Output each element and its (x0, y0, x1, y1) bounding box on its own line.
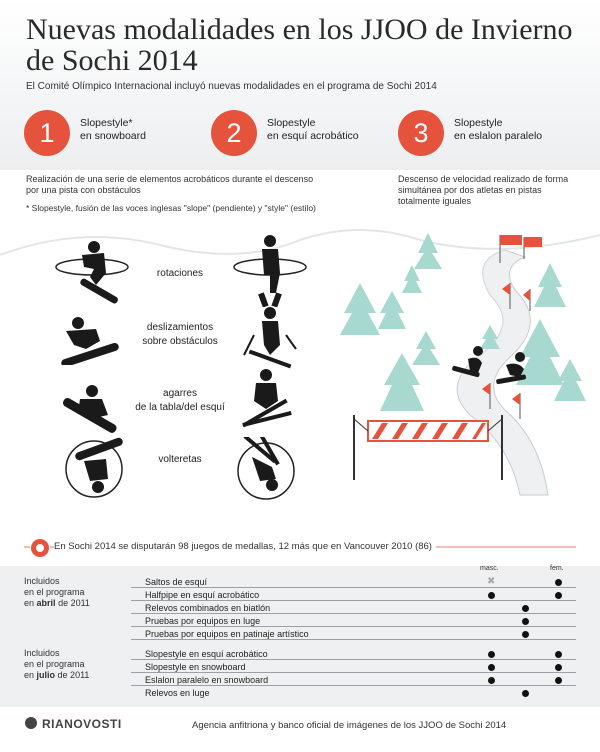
cross-icon: ✖ (487, 576, 496, 587)
trick-label-grabs-line2: de la tabla/del esquí (135, 402, 225, 413)
modality-label-3-line2: en eslalon paralelo (454, 130, 543, 142)
slalom-description-line1: Descenso de velocidad realizado de forma (398, 174, 569, 184)
event-name: Relevos combinados en biatlón (145, 603, 271, 613)
illustration-area (0, 215, 600, 525)
trick-label-slides (130, 321, 230, 349)
group-label-july-month: julio (36, 670, 56, 680)
group-label-april-line1: Incluidos (24, 576, 60, 586)
event-name: Halfpipe en esquí acrobático (145, 590, 260, 600)
trick-label-flips-line1: volteretas (158, 454, 202, 465)
trick-label-rotations (140, 267, 220, 281)
skier-icon (258, 235, 282, 307)
page-title: Nuevas modalidades en los JJOO de Invierno de Sochi 2014 (26, 13, 573, 77)
logo: RIANOVOSTI (42, 717, 122, 731)
dot-icon (522, 631, 529, 638)
group-label-april-line2: en el programa (24, 587, 85, 597)
dot-icon (488, 677, 495, 684)
table-row (131, 589, 576, 601)
slalom-description-line3: totalmente iguales (398, 196, 472, 206)
dot-icon (522, 690, 529, 697)
trick-label-slides-line2: sobre obstáculos (142, 336, 218, 347)
group-label-april (24, 576, 90, 609)
table-row (131, 674, 576, 686)
snowboard-flip (54, 437, 134, 501)
event-name: Slopestyle en esquí acrobático (145, 649, 268, 659)
dot-icon (488, 664, 495, 671)
dot-icon (555, 664, 562, 671)
modality-label-2 (267, 117, 359, 143)
dot-icon (488, 592, 495, 599)
event-name: Eslalon paralelo en snowboard (145, 675, 269, 685)
dot-icon (488, 651, 495, 658)
page-subtitle: El Comité Olímpico Internacional incluyó nuevas modalidades en el programa de Sochi 2014 (26, 81, 437, 92)
skier-icon (243, 437, 279, 491)
slopestyle-description-line1: Realización de una serie de elementos acrobáticos durante el descenso (26, 174, 314, 184)
modality-number-3: 3 (398, 110, 444, 156)
table-row (131, 687, 576, 699)
group-label-april-line3 (24, 598, 90, 609)
snowboard-slide (56, 315, 126, 365)
group-label-july (24, 648, 89, 681)
slopestyle-description (26, 174, 313, 196)
modality-label-1 (80, 117, 146, 143)
racers (448, 343, 538, 393)
dot-icon (555, 592, 562, 599)
snowboard-rotation (52, 237, 132, 307)
ski-slide (240, 305, 300, 375)
trick-label-slides-line1: deslizamientos (146, 322, 214, 333)
snowboarder-icon (452, 346, 527, 384)
trick-label-grabs-line1: agarres (163, 388, 197, 399)
dot-icon (555, 677, 562, 684)
table-row (131, 648, 576, 660)
finish-banner (348, 405, 508, 485)
dot-icon (522, 605, 529, 612)
modality-label-1-line2: en snowboard (80, 130, 146, 142)
skier-icon (244, 307, 296, 368)
event-name: Slopestyle en snowboard (145, 662, 246, 672)
group-label-july-line2: en el programa (24, 659, 85, 669)
slalom-description (398, 174, 568, 207)
footnote: * Slopestyle, fusión de las voces inglesas "slope" (pendiente) y "style" (estilo) (26, 203, 316, 213)
medal-icon (30, 536, 50, 558)
slalom-description-line2: simultánea por dos atletas en pistas (398, 185, 542, 195)
group-label-july-line1: Incluidos (24, 648, 60, 658)
modality-label-1-line1: Slopestyle* (80, 117, 133, 129)
snowboarder-icon (60, 317, 120, 365)
event-name: Pruebas por equipos en patinaje artístico (145, 629, 309, 639)
modality-label-3 (454, 117, 542, 143)
group-label-april-prefix: en (24, 598, 35, 608)
skier-icon (242, 369, 291, 427)
table-row (131, 628, 576, 640)
snowboard-grab (56, 383, 126, 433)
group-label-april-suffix: de 2011 (58, 598, 90, 608)
group-label-april-month: abril (36, 598, 56, 608)
group-label-july-suffix: de 2011 (57, 670, 90, 680)
modality-number-1: 1 (24, 110, 70, 156)
group-label-july-line3 (24, 670, 89, 681)
dot-icon (555, 651, 562, 658)
footer-text: Agencia anfitriona y banco oficial de imágenes de los JJOO de Sochi 2014 (192, 720, 507, 731)
modality-label-2-line2: en esquí acrobático (267, 130, 359, 142)
ski-grab (236, 367, 296, 437)
slalom-flags (480, 233, 580, 433)
modality-label-2-line1: Slopestyle (267, 117, 316, 129)
table-row (131, 576, 576, 588)
trick-label-flips (140, 453, 220, 467)
modality-label-3-line1: Slopestyle (454, 117, 503, 129)
group-label-july-prefix: en (24, 670, 35, 680)
logo-icon (24, 716, 38, 730)
column-header-masc: masc. (480, 565, 499, 572)
event-name: Relevos en luge (145, 688, 210, 698)
table-row (131, 615, 576, 627)
event-name: Pruebas por equipos en luge (145, 616, 261, 626)
snowboarder-icon (62, 385, 118, 433)
trick-label-grabs (124, 387, 236, 415)
ski-rotation (230, 233, 310, 307)
table-row (131, 661, 576, 673)
slopestyle-description-line2: por una pista con obstáculos (26, 185, 141, 195)
modality-number-2: 2 (211, 110, 257, 156)
dot-icon (555, 579, 562, 586)
trick-label-rotations-line1: rotaciones (156, 268, 204, 279)
column-header-fem: fem. (550, 565, 564, 572)
medals-note: En Sochi 2014 se disputarán 98 juegos de medallas, 12 más que en Vancouver 2010 (86) (54, 541, 436, 552)
table-row (131, 602, 576, 614)
ski-flip (226, 437, 306, 507)
dot-icon (522, 618, 529, 625)
event-name: Saltos de esquí (145, 577, 208, 587)
